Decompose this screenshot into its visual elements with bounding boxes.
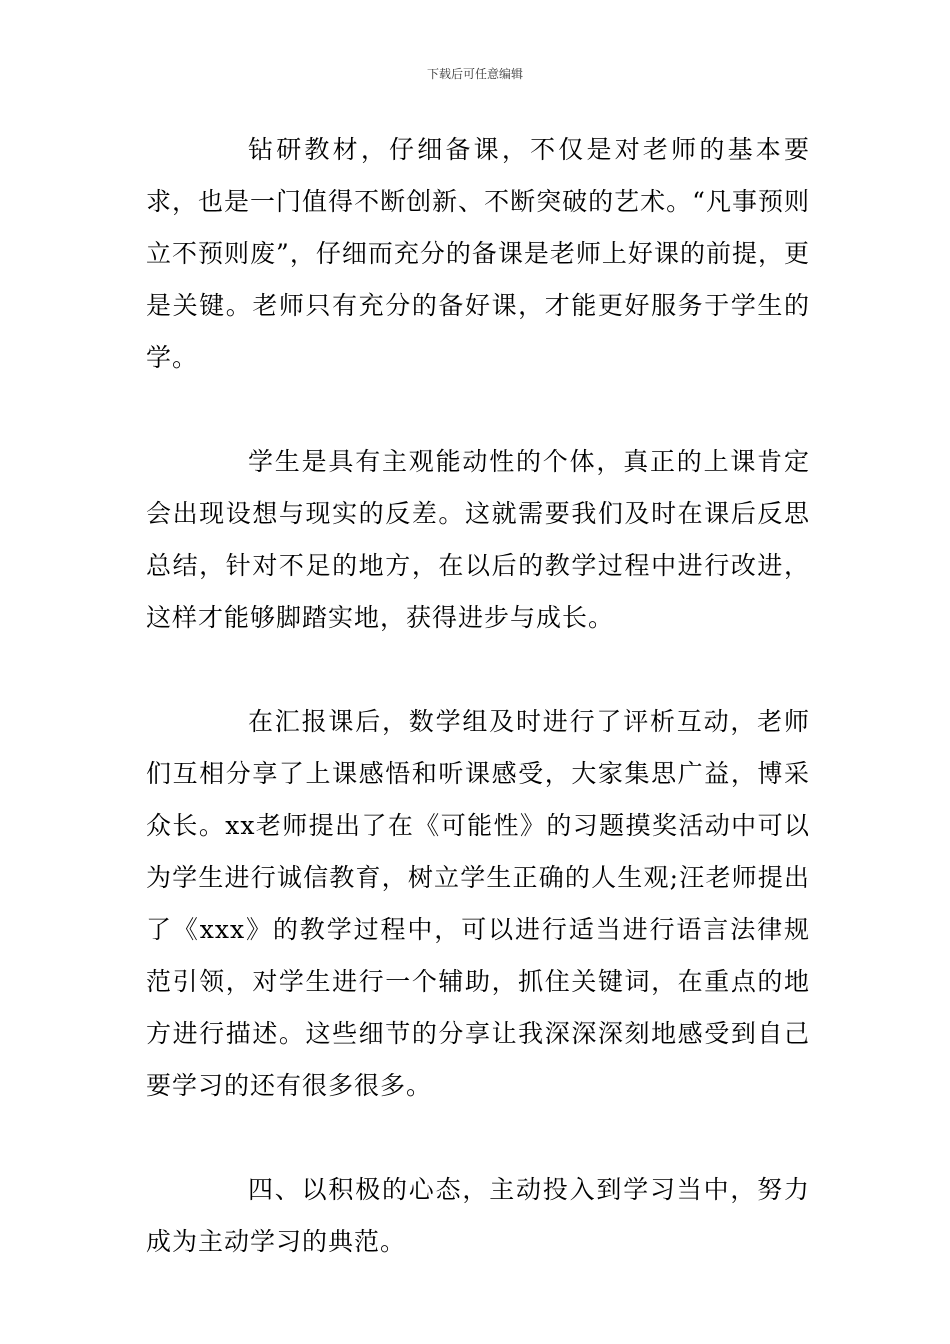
paragraph-section-four: 四、以积极的心态，主动投入到学习当中，努力成为主动学习的典范。: [146, 1175, 810, 1256]
document-body: [146, 124, 810, 1268]
paragraph-lesson-preparation: 钻研教材，仔细备课，不仅是对老师的基本要求，也是一门值得不断创新、不断突破的艺术。“凡事预则立不预则废”，仔细而充分的备课是老师上好课的前提，更是关键。老师只有充分的备好课，才能更好服务于学生的学。: [146, 135, 810, 372]
page-header: 下载后可任意编辑: [426, 67, 523, 81]
paragraph-reflection: 学生是具有主观能动性的个体，真正的上课肯定会出现设想与现实的反差。这就需要我们及时在课后反思总结，针对不足的地方，在以后的教学过程中进行改进，这样才能够脚踏实地，获得进步与成长。: [146, 447, 810, 632]
paragraph-evaluation-sharing: 在汇报课后，数学组及时进行了评析互动，老师们互相分享了上课感悟和听课感受，大家集思广益，博采众长。xx老师提出了在《可能性》的习题摸奖活动中可以为学生进行诚信教育，树立学生正确的人生观;汪老师提出了《xxx》的教学过程中，可以进行适当进行语言法律规范引领，对学生进行一个辅助，抓住关键词，在重点的地方进行描述。这些细节的分享让我深深深刻地感受到自己要学习的还有很多很多。: [146, 707, 810, 1100]
